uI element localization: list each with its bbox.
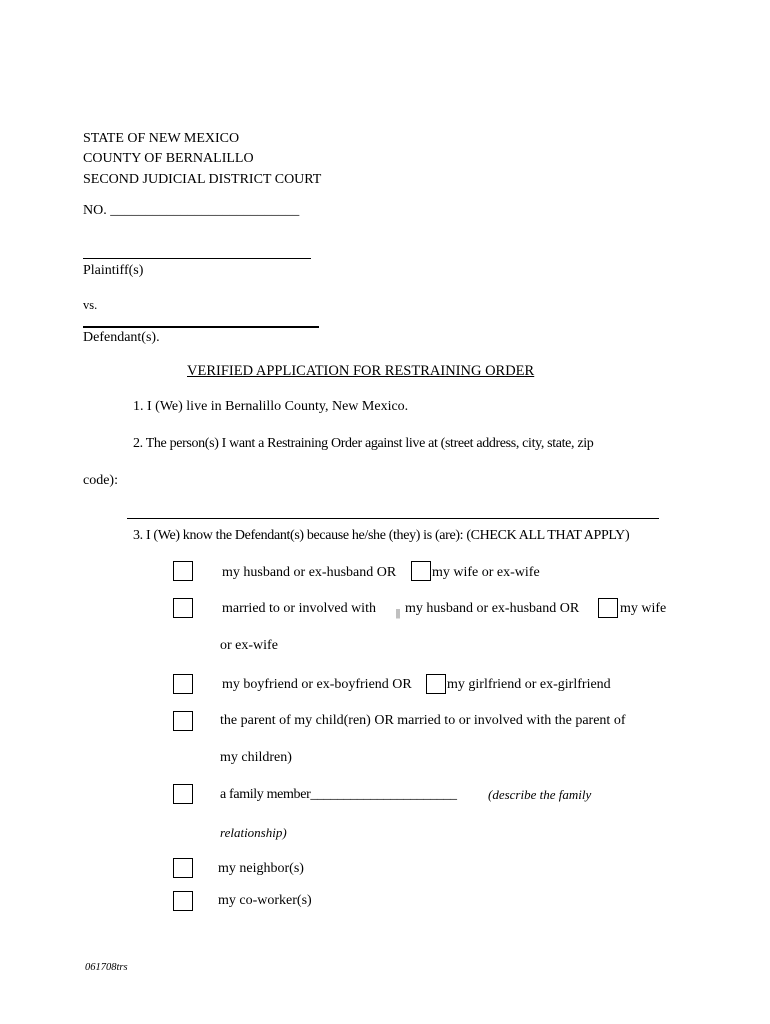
option-girlfriend-label: my girlfriend or ex-girlfriend bbox=[447, 677, 611, 692]
case-number-field[interactable]: NO. ___________________________ bbox=[83, 203, 300, 218]
option-parent-label: the parent of my child(ren) OR married to or involved with the parent of bbox=[220, 713, 626, 728]
option-wife-label: my wife or ex-wife bbox=[432, 565, 540, 580]
document-title: VERIFIED APPLICATION FOR RESTRAINING ORDER bbox=[187, 363, 535, 379]
option-family-label[interactable]: a family member______________________ bbox=[220, 787, 457, 802]
checkbox-neighbor[interactable] bbox=[173, 858, 193, 878]
checkbox-family-member[interactable] bbox=[173, 784, 193, 804]
checkbox-co-worker[interactable] bbox=[173, 891, 193, 911]
defendant-label: Defendant(s). bbox=[83, 330, 160, 345]
checkbox-parent-of-child[interactable] bbox=[173, 711, 193, 731]
plaintiff-label: Plaintiff(s) bbox=[83, 263, 144, 278]
versus-label: vs. bbox=[83, 298, 98, 312]
option-family-continuation: relationship) bbox=[220, 825, 287, 840]
option-married-label: married to or involved with bbox=[222, 601, 376, 616]
defendant-name-line[interactable] bbox=[83, 326, 319, 328]
option-boyfriend-label: my boyfriend or ex-boyfriend OR bbox=[222, 677, 412, 692]
checkbox-wife[interactable] bbox=[411, 561, 431, 581]
option-married-mark: || bbox=[396, 608, 401, 619]
county-heading: COUNTY OF BERNALILLO bbox=[83, 151, 254, 166]
option-family-describe: (describe the family bbox=[488, 787, 592, 802]
plaintiff-name-line[interactable] bbox=[83, 258, 311, 259]
checkbox-married-involved[interactable] bbox=[173, 598, 193, 618]
item-2-continuation: code): bbox=[83, 473, 118, 488]
item-2-text: 2. The person(s) I want a Restraining Order against live at (street address, city, state, zip bbox=[133, 436, 594, 451]
state-heading: STATE OF NEW MEXICO bbox=[83, 131, 240, 146]
option-married-continuation: or ex-wife bbox=[220, 638, 278, 653]
item-1-text: 1. I (We) live in Bernalillo County, New Mexico. bbox=[133, 399, 409, 414]
checkbox-husband[interactable] bbox=[173, 561, 193, 581]
defendant-address-line[interactable] bbox=[127, 518, 659, 519]
item-3-text: 3. I (We) know the Defendant(s) because he/she (they) is (are): (CHECK ALL THAT APPLY) bbox=[133, 528, 630, 543]
court-heading: SECOND JUDICIAL DISTRICT COURT bbox=[83, 172, 322, 187]
form-code: 061708trs bbox=[85, 962, 128, 973]
option-neighbor-label: my neighbor(s) bbox=[218, 861, 304, 876]
checkbox-married-wife[interactable] bbox=[598, 598, 618, 618]
checkbox-girlfriend[interactable] bbox=[426, 674, 446, 694]
option-co-worker-label: my co-worker(s) bbox=[218, 893, 312, 908]
option-parent-continuation: my children) bbox=[220, 750, 292, 765]
option-husband-label: my husband or ex-husband OR bbox=[222, 565, 397, 580]
option-married-wife-label: my wife bbox=[620, 601, 667, 616]
option-married-husband-label: my husband or ex-husband OR bbox=[405, 601, 580, 616]
checkbox-boyfriend[interactable] bbox=[173, 674, 193, 694]
